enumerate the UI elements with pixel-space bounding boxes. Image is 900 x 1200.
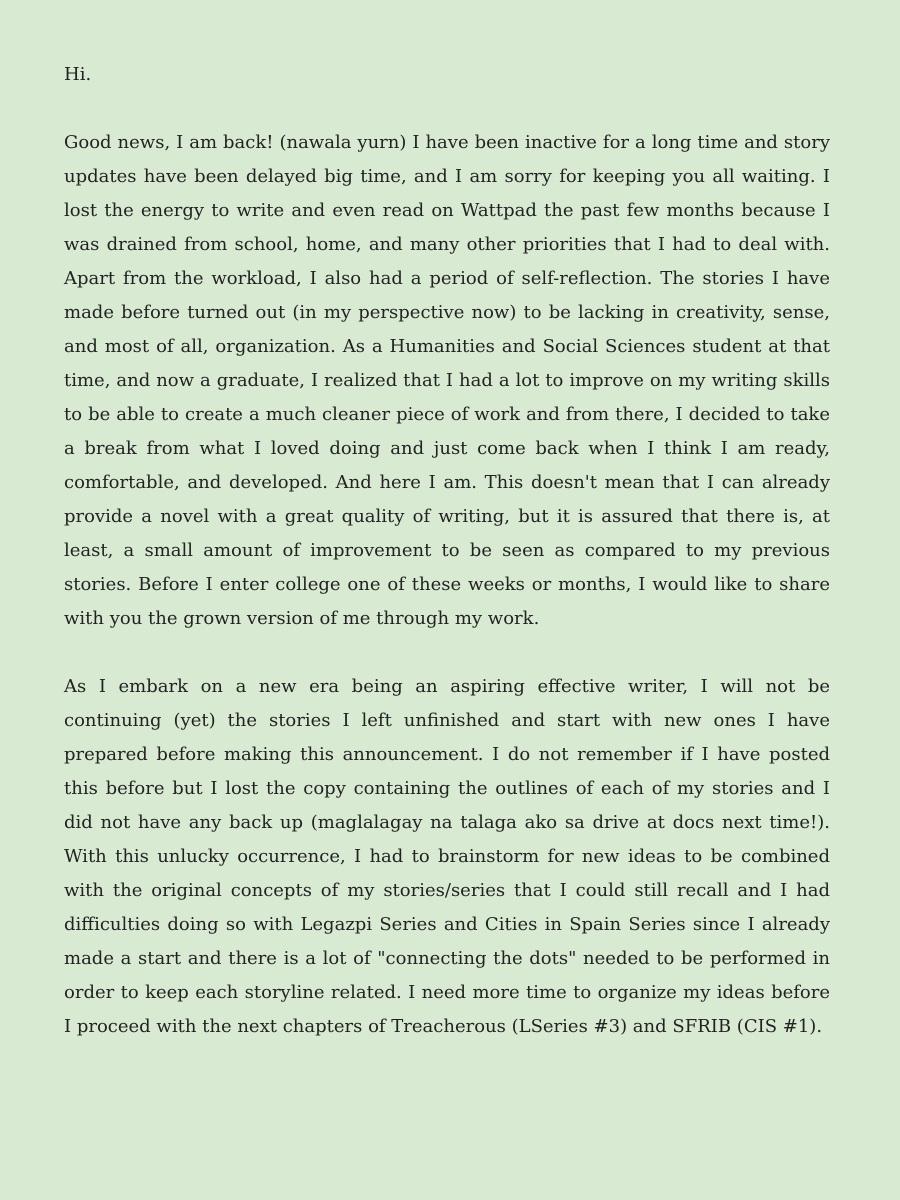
- paragraph-return-announcement: Good news, I am back! (nawala yurn) I have been inactive for a long time and story updates have been delayed big time, and I am sorry for keeping you all waiting. I lost the energy to write and even read on Wattpad the past few months because I was drained from school, home, and many other priorities that I had to deal with. Apart from the workload, I also had a period of self-reflection. The stories I have made before turned out (in my perspective now) to be lacking in creativity, sense, and most of all, organization. As a Humanities and Social Sciences student at that time, and now a graduate, I realized that I had a lot to improve on my writing skills to be able to create a much cleaner piece of work and from there, I decided to take a break from what I loved doing and just come back when I think I am ready, comfortable, and developed. And here I am. This doesn't mean that I can already provide a novel with a great quality of writing, but it is assured that there is, at least, a small amount of improvement to be seen as compared to my previous stories. Before I enter college one of these weeks or months, I would like to share with you the grown version of me through my work.: [64, 132, 830, 629]
- greeting: Hi.: [64, 64, 92, 85]
- paragraph-new-era: As I embark on a new era being an aspiring effective writer, I will not be continuing (yet) the stories I left unfinished and start with new ones I have prepared before making this announcement. I do not remember if I have posted this before but I lost the copy containing the outlines of each of my stories and I did not have any back up (maglalagay na talaga ako sa drive at docs next time!). With this unlucky occurrence, I had to brainstorm for new ideas to be combined with the original concepts of my stories/series that I could still recall and I had difficulties doing so with Legazpi Series and Cities in Spain Series since I already made a start and there is a lot of "connecting the dots" needed to be performed in order to keep each storyline related. I need more time to organize my ideas before I proceed with the next chapters of Treacherous (LSeries #3) and SFRIB (CIS #1).: [64, 676, 830, 1037]
- announcement-letter: [64, 58, 830, 1044]
